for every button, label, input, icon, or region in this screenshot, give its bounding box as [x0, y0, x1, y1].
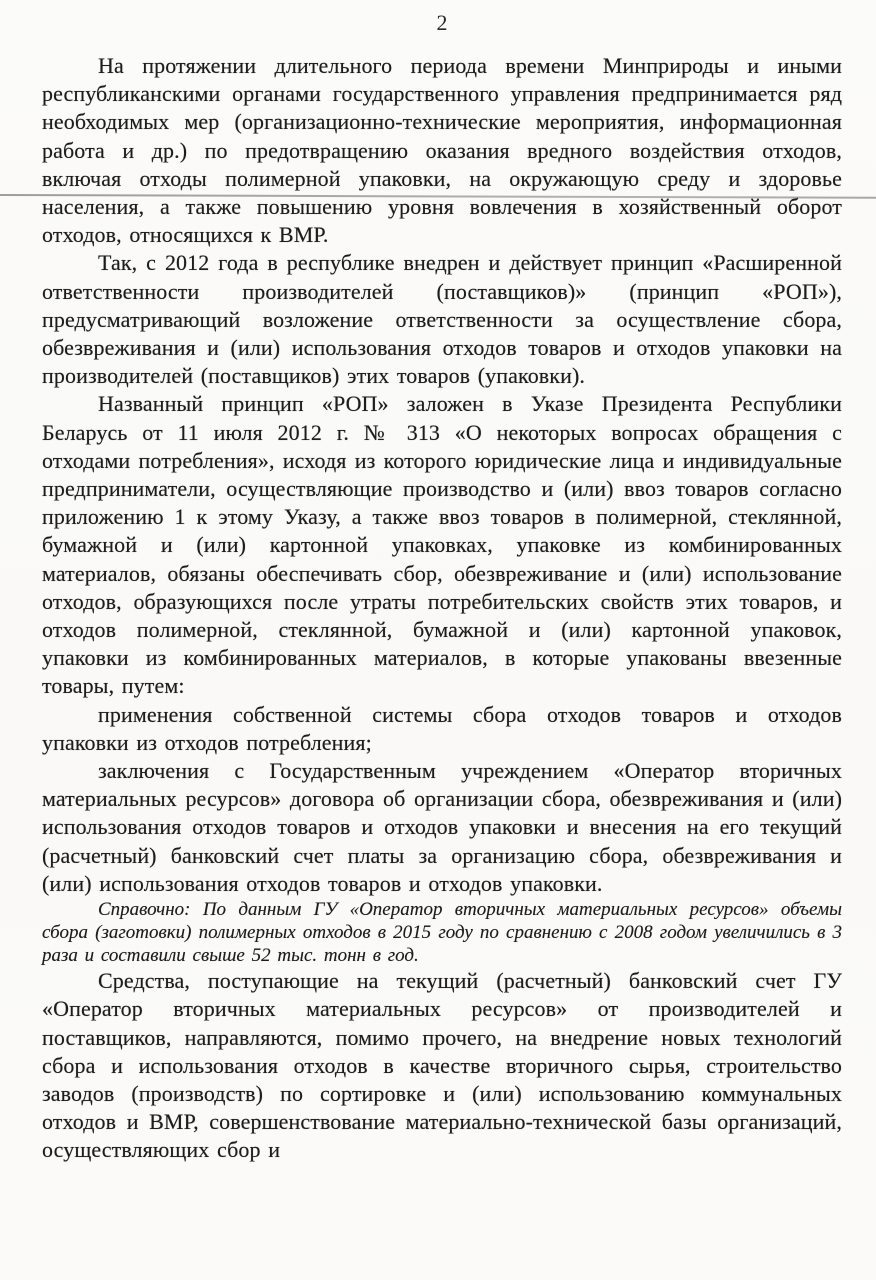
paragraph-decree-313: Названный принцип «РОП» заложен в Указе Президента Республики Беларусь от 11 июля 2012 г. № 313 «О некоторых вопросах обращения с отходами потребления», исходя из которого юридические лица и индивидуальные предприниматели, осуществляющие производство и (или) ввоз товаров согласно приложению 1 к этому Указу, а также ввоз товаров в полимерной, стеклянной, бумажной и (или) картонной упаковках, упаковке из комбинированных материалов, обязаны обеспечивать сбор, обезвреживание и (или) использование отходов, образующихся после утраты потребительских свойств этих товаров, и отходов полимерной, стеклянной, бумажной и (или) картонной упаковок, упаковки из комбинированных материалов, в которые упакованы ввезенные товары, путем: [42, 391, 842, 699]
paragraph-funds-usage: Средства, поступающие на текущий (расчетный) банковский счет ГУ «Оператор вторичных материальных ресурсов» от производителей и поставщиков, направляются, помимо прочего, на внедрение новых технологий сбора и использования отходов в качестве вторичного сырья, строительство заводов (производств) по сортировке и (или) использованию коммунальных отходов и ВМР, совершенствование материально-технической базы организаций, осуществляющих сбор и [42, 968, 842, 1163]
paragraph-intro-measures: На протяжении длительного периода времени Минприроды и иными республиканскими органами государственного управления предпринимается ряд необходимых мер (организационно-технические мероприятия, информационная работа и др.) по предотвращению оказания вредного воздействия отходов, включая отходы полимерной упаковки, на окружающую среду и здоровье населения, а также повышению уровня вовлечения в хозяйственный оборот отходов, относящихся к ВМР. [42, 53, 842, 248]
paragraph-own-collection-system: применения собственной системы сбора отходов товаров и отходов упаковки из отходов потребления; [42, 701, 842, 755]
page-number: 2 [436, 10, 448, 35]
paragraph-rop-principle: Так, с 2012 года в республике внедрен и действует принцип «Расширенной ответственности производителей (поставщиков)» (принцип «РОП»), предусматривающий возложение ответственности за осуществление сбора, обезвреживания и (или) использования отходов товаров и отходов упаковки на производителей (поставщиков) этих товаров (упаковки). [42, 250, 842, 389]
paragraph-operator-contract: заключения с Государственным учреждением «Оператор вторичных материальных ресурсов» договора об организации сбора, обезвреживания и (или) использования отходов товаров и отходов упаковки и внесения на его текущий (расчетный) банковский счет платы за организацию сбора, обезвреживания и (или) использования отходов товаров и отходов упаковки. [42, 758, 842, 896]
reference-note: Справочно: По данным ГУ «Оператор вторичных материальных ресурсов» объемы сбора (заготовки) полимерных отходов в 2015 году по сравнению с 2008 годом увеличились в 3 раза и составили свыше 52 тыс. тонн в год. [42, 899, 842, 967]
document-body [42, 52, 842, 1165]
